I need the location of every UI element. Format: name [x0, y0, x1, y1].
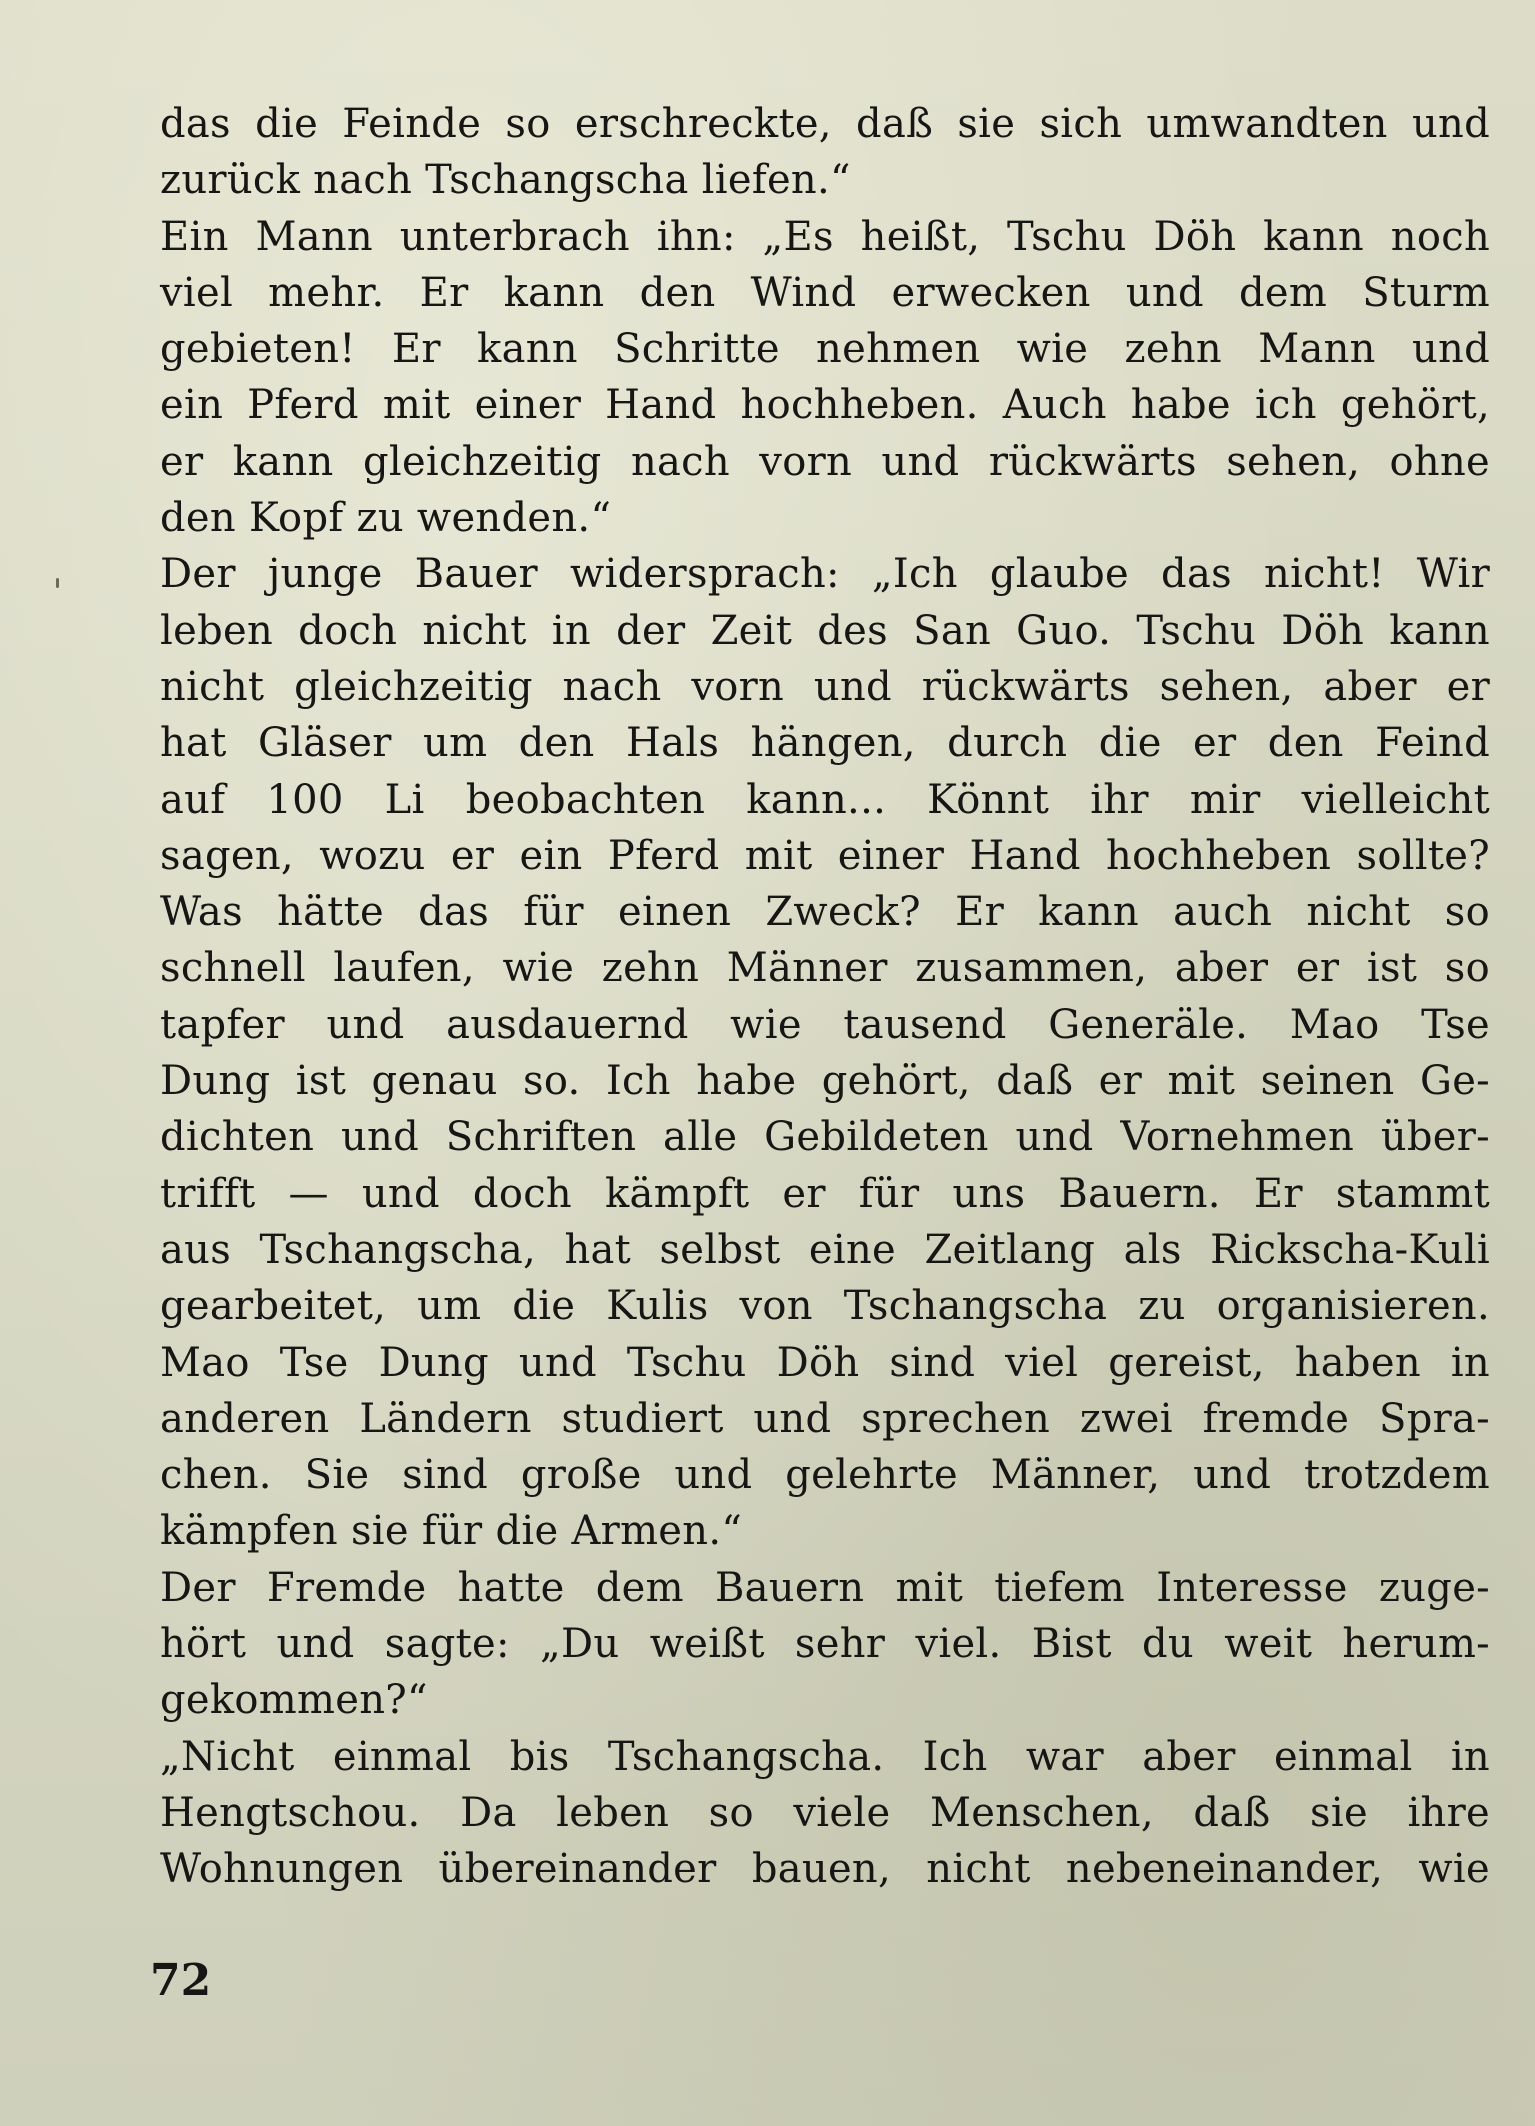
text-line: kämpfen sie für die Armen.“: [160, 1508, 743, 1555]
text-line: schnell laufen, wie zehn Männer zusammen, aber er ist so: [160, 945, 1490, 992]
text-line: Hengtschou. Da leben so viele Menschen, daß sie ihre: [160, 1789, 1490, 1836]
text-line: Wohnungen übereinander bauen, nicht nebeneinander, wie: [160, 1846, 1490, 1893]
page-number: 72: [150, 1955, 212, 2006]
text-line: den Kopf zu wenden.“: [160, 495, 612, 542]
text-line: anderen Ländern studiert und sprechen zwei fremde Spra-: [160, 1395, 1490, 1442]
text-line: das die Feinde so erschreckte, daß sie sich umwandten und: [160, 101, 1490, 147]
text-line: Ein Mann unterbrach ihn: „Es heißt, Tschu Döh kann noch: [160, 213, 1490, 260]
text-line: gearbeitet, um die Kulis von Tschangscha zu organisieren.: [160, 1283, 1490, 1330]
text-line: tapfer und ausdauernd wie tausend Generäle. Mao Tse: [160, 1001, 1490, 1048]
text-line: auf 100 Li beobachten kann... Könnt ihr mir vielleicht: [160, 776, 1490, 823]
text-line: Der junge Bauer widersprach: „Ich glaube das nicht! Wir: [160, 551, 1490, 598]
text-line: sagen, wozu er ein Pferd mit einer Hand hochheben sollte?: [160, 832, 1490, 879]
text-line: „Nicht einmal bis Tschangscha. Ich war aber einmal in: [160, 1733, 1490, 1780]
text-line: chen. Sie sind große und gelehrte Männer, und trotzdem: [160, 1452, 1490, 1499]
text-line: gebieten! Er kann Schritte nehmen wie zehn Mann und: [160, 326, 1490, 373]
text-line: aus Tschangscha, hat selbst eine Zeitlang als Rickscha-Kuli: [160, 1226, 1490, 1273]
text-line: hat Gläser um den Hals hängen, durch die er den Feind: [160, 720, 1490, 767]
text-line: Der Fremde hatte dem Bauern mit tiefem Interesse zuge-: [160, 1564, 1490, 1611]
text-line: dichten und Schriften alle Gebildeten und Vornehmen über-: [160, 1114, 1490, 1161]
text-line: zurück nach Tschangscha liefen.“: [160, 157, 851, 204]
text-line: leben doch nicht in der Zeit des San Guo. Tschu Döh kann: [160, 607, 1490, 654]
text-line: Was hätte das für einen Zweck? Er kann auch nicht so: [160, 889, 1490, 936]
text-line: nicht gleichzeitig nach vorn und rückwärts sehen, aber er: [160, 663, 1490, 710]
text-line: hört und sagte: „Du weißt sehr viel. Bist du weit herum-: [160, 1621, 1490, 1668]
body-text: [160, 96, 1490, 1898]
text-line: viel mehr. Er kann den Wind erwecken und dem Sturm: [160, 269, 1490, 316]
text-line: trifft — und doch kämpft er für uns Bauern. Er stammt: [160, 1170, 1490, 1217]
text-line: Dung ist genau so. Ich habe gehört, daß er mit seinen Ge-: [160, 1058, 1490, 1105]
margin-speck: [56, 578, 59, 588]
text-line: gekommen?“: [160, 1677, 428, 1724]
text-line: Mao Tse Dung und Tschu Döh sind viel gereist, haben in: [160, 1339, 1490, 1386]
text-line: ein Pferd mit einer Hand hochheben. Auch habe ich gehört,: [160, 382, 1490, 429]
text-line: er kann gleichzeitig nach vorn und rückwärts sehen, ohne: [160, 438, 1490, 485]
